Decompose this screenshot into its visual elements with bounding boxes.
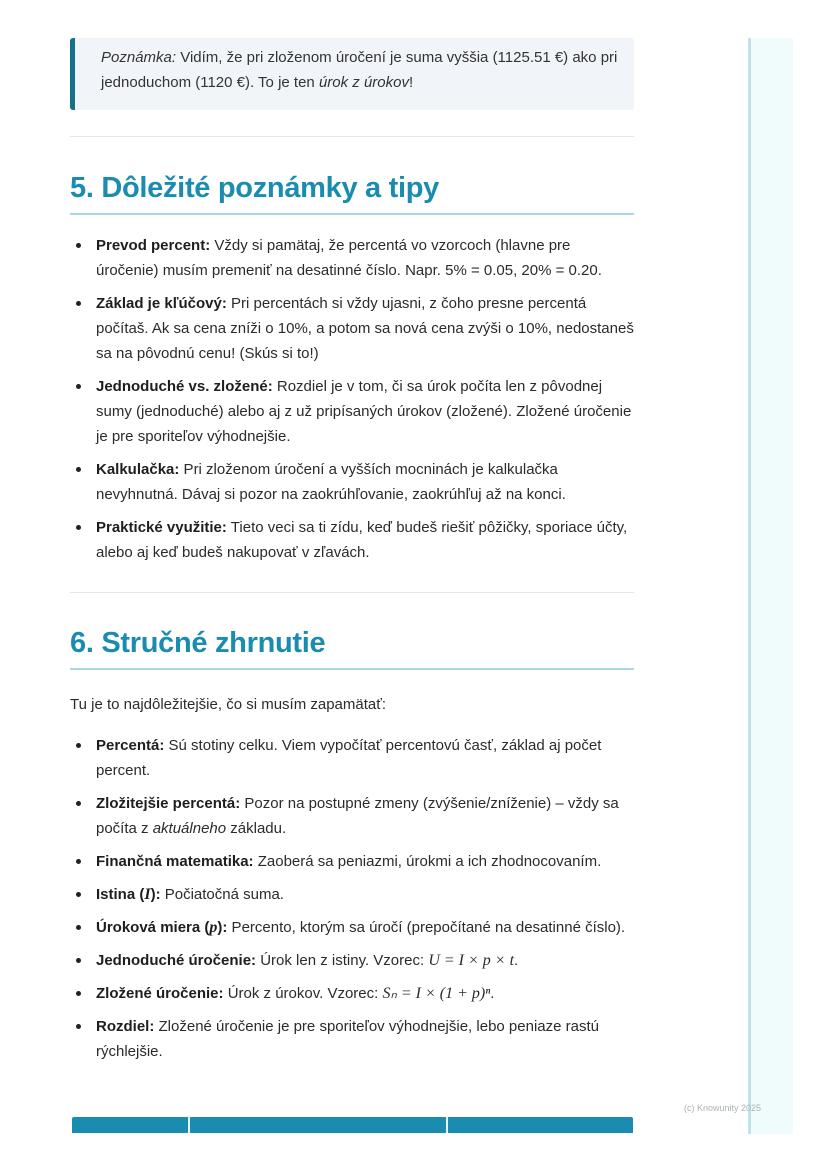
- item-label: Istina (: [96, 886, 145, 903]
- list-item: [96, 1014, 634, 1064]
- list-item: [96, 791, 634, 841]
- item-label: ):: [217, 919, 228, 936]
- text-segment: Úrok z úrokov. Vzorec:: [223, 985, 383, 1002]
- item-label: Percentá:: [96, 737, 165, 754]
- table-header-cell: [72, 1117, 190, 1133]
- divider: [70, 136, 634, 137]
- section-6-heading: 6. Stručné zhrnutie: [70, 627, 634, 670]
- list-item: [96, 882, 634, 907]
- list-item: [96, 515, 634, 565]
- item-label: Praktické využitie:: [96, 519, 227, 536]
- item-label: ):: [150, 886, 161, 903]
- section-5-heading: 5. Dôležité poznámky a tipy: [70, 172, 634, 215]
- text-segment: .: [514, 952, 519, 969]
- formula: U = I × p × t: [428, 952, 515, 969]
- copyright: (c) Knowunity 2025: [684, 1103, 762, 1113]
- text-segment: Vidím, že pri zloženom úročení je suma vyššia (1125.51 €) ako pri jednoduchom (1120 €). To je ten: [101, 49, 618, 91]
- list-item: [96, 948, 634, 973]
- text-segment: úrok z úrokov: [318, 74, 409, 91]
- text-segment: Pri percentách si vždy ujasni, z čoho presne percentá počítaš. Ak sa cena zníži o 10%, a potom sa nová cena zvýši o 10%, nedostaneš sa na pôvodnú cenu! (Skús si to!): [96, 295, 634, 362]
- item-label: Kalkulačka:: [96, 461, 180, 478]
- text-segment: Sú stotiny celku. Viem vypočítať percentovú časť, základ aj počet percent.: [96, 737, 602, 779]
- item-label: Zložitejšie percentá:: [96, 795, 241, 812]
- text-segment: Poznámka:: [101, 49, 177, 66]
- summary-list: [70, 733, 634, 1072]
- list-item: [96, 981, 634, 1006]
- text-segment: Rozdiel je v tom, či sa úrok počíta len z pôvodnej sumy (jednoduché) alebo aj z už pripísaných úrokov (zložené). Zložené úročenie je pre sporiteľov výhodnejšie.: [96, 378, 632, 445]
- tips-list: [70, 233, 634, 573]
- item-label: Jednoduché úročenie:: [96, 952, 257, 969]
- formula: Sₙ = I × (1 + p)ⁿ: [382, 985, 491, 1002]
- list-item: [96, 915, 634, 940]
- list-item: [96, 233, 634, 283]
- item-label: I: [144, 886, 151, 903]
- item-label: Finančná matematika:: [96, 853, 254, 870]
- item-label: Základ je kľúčový:: [96, 295, 227, 312]
- list-item: [96, 849, 634, 874]
- divider: [70, 592, 634, 593]
- item-label: Rozdiel:: [96, 1018, 155, 1035]
- side-panel: [748, 38, 793, 1134]
- text-segment: Tieto veci sa ti zídu, keď budeš riešiť pôžičky, sporiace účty, alebo aj keď budeš nakupovať v zľavách.: [96, 519, 628, 561]
- text-segment: aktuálneho: [152, 820, 227, 837]
- list-item: [96, 374, 634, 449]
- text-segment: Pri zloženom úročení a vyšších mocninách je kalkulačka nevyhnutná. Dávaj si pozor na zaokrúhľovanie, zaokrúhľuj až na konci.: [96, 461, 566, 503]
- table-header-cell: [448, 1117, 633, 1133]
- text-segment: Percento, ktorým sa úročí (prepočítané na desatinné číslo).: [227, 919, 626, 936]
- text-segment: Pozor na postupné zmeny (zvýšenie/zníženie) – vždy sa počíta z: [96, 795, 619, 837]
- item-label: Zložené úročenie:: [96, 985, 224, 1002]
- item-label: Prevod percent:: [96, 237, 211, 254]
- text-segment: Vždy si pamätaj, že percentá vo vzorcoch (hlavne pre úročenie) musím premeniť na desatinné číslo. Napr. 5% = 0.05, 20% = 0.20.: [96, 237, 602, 279]
- text-segment: Zložené úročenie je pre sporiteľov výhodnejšie, lebo peniaze rastú rýchlejšie.: [96, 1018, 599, 1060]
- note-box: [70, 38, 634, 110]
- list-item: [96, 733, 634, 783]
- text-segment: Zaoberá sa peniazmi, úrokmi a ich zhodnocovaním.: [253, 853, 602, 870]
- table-header: [72, 1117, 633, 1133]
- summary-intro: Tu je to najdôležitejšie, čo si musím zapamätať:: [70, 696, 387, 713]
- table-header-cell: [190, 1117, 448, 1133]
- text-segment: !: [408, 74, 414, 91]
- text-segment: .: [490, 985, 495, 1002]
- list-item: [96, 291, 634, 366]
- text-segment: Úrok len z istiny. Vzorec:: [256, 952, 429, 969]
- text-segment: Počiatočná suma.: [160, 886, 284, 903]
- item-label: Úroková miera (: [96, 919, 210, 936]
- item-label: Jednoduché vs. zložené:: [96, 378, 273, 395]
- item-label: p: [209, 919, 218, 936]
- list-item: [96, 457, 634, 507]
- text-segment: základu.: [226, 820, 287, 837]
